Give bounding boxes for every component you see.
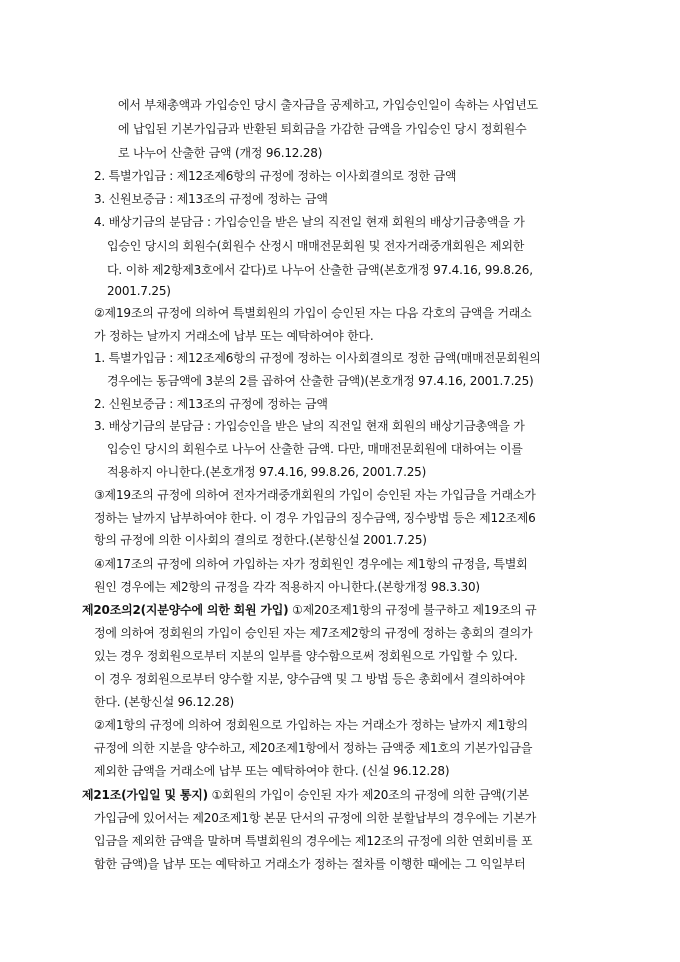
text-line: 원인 경우에는 제2항의 규정을 각각 적용하지 아니한다.(본항개정 98.3.30) [94,580,480,594]
text-line: 입승인 당시의 회원수로 나누어 산출한 금액. 다만, 매매전문회원에 대하여는 이를 [107,442,523,456]
text-line: 가입금에 있어서는 제20조제1항 본문 단서의 규정에 의한 분할납부의 경우에는 기본가 [94,811,537,825]
text-line: 4. 배상기금의 분담금 : 가입승인을 받은 날의 직전일 현재 회원의 배상기금총액을 가 [94,215,525,229]
text-line: 정하는 날까지 납부하여야 한다. 이 경우 가입금의 징수금액, 징수방법 등은 제12조제6 [94,511,536,525]
text-line: 경우에는 동금액에 3분의 2를 곱하여 산출한 금액)(본호개정 97.4.16, 2001.7.25) [107,374,534,388]
article-heading: 제21조(가입일 및 통지) [82,788,208,802]
article-20-2-first-line [82,602,537,618]
text-line: 2001.7.25) [107,284,171,298]
text-line: ②제19조의 규정에 의하여 특별회원의 가입이 승인된 자는 다음 각호의 금액을 거래소 [94,306,532,320]
text-line: 2. 특별가입금 : 제12조제6항의 규정에 정하는 이사회결의로 정한 금액 [94,169,457,183]
text-line: 함한 금액)을 납부 또는 예탁하고 거래소가 정하는 절차를 이행한 때에는 그 익일부터 [94,857,526,871]
text-line: 에서 부채총액과 가입승인 당시 출자금을 공제하고, 가입승인일이 속하는 사업년도 [118,98,538,112]
text-line: ①제20조제1항의 규정에 불구하고 제19조의 규 [292,603,537,617]
text-line: ④제17조의 규정에 의하여 가입하는 자가 정회원인 경우에는 제1항의 규정을, 특별회 [94,557,528,571]
text-line: 에 납입된 기본가입금과 반환된 퇴회금을 가감한 금액을 가입승인 당시 정회원수 [118,122,527,136]
text-line: 정에 의하여 정회원의 가입이 승인된 자는 제7조제2항의 규정에 정하는 총회의 결의가 [94,626,533,640]
text-line: 항의 규정에 의한 이사회의 결의로 정한다.(본항신설 2001.7.25) [94,533,427,547]
article-21-first-line [82,787,529,803]
text-line: 입승인 당시의 회원수(회원수 산정시 매매전문회원 및 전자거래중개회원은 제외한 [107,239,525,253]
text-line: 3. 배상기금의 분담금 : 가입승인을 받은 날의 직전일 현재 회원의 배상기금총액을 가 [94,419,525,433]
text-line: 한다. (본항신설 96.12.28) [94,695,234,709]
text-line: 1. 특별가입금 : 제12조제6항의 규정에 정하는 이사회결의로 정한 금액(매매전문회원의 [94,351,541,365]
text-line: 3. 신원보증금 : 제13조의 규정에 정하는 금액 [94,192,328,206]
text-line: 입금을 제외한 금액을 말하며 특별회원의 경우에는 제12조의 규정에 의한 연회비를 포 [94,834,533,848]
text-line: 규정에 의한 지분을 양수하고, 제20조제1항에서 정하는 금액중 제1호의 기본가입금을 [94,741,533,755]
text-line: 제외한 금액을 거래소에 납부 또는 예탁하여야 한다. (신설 96.12.28) [94,764,450,778]
text-line: 있는 경우 정회원으로부터 지분의 일부를 양수함으로써 정회원으로 가입할 수 있다. [94,649,518,663]
article-heading: 제20조의2(지분양수에 의한 회원 가입) [82,603,289,617]
text-line: 로 나누어 산출한 금액 (개정 96.12.28) [118,146,323,160]
text-line: 2. 신원보증금 : 제13조의 규정에 정하는 금액 [94,397,328,411]
text-line: 이 경우 정회원으로부터 양수할 지분, 양수금액 및 그 방법 등은 총회에서 결의하여야 [94,672,525,686]
text-line: ①회원의 가입이 승인된 자가 제20조의 규정에 의한 금액(기본 [211,788,529,802]
text-line: ③제19조의 규정에 의하여 전자거래중개회원의 가입이 승인된 자는 가입금을 거래소가 [94,488,536,502]
text-line: 가 정하는 날까지 거래소에 납부 또는 예탁하여야 한다. [94,329,374,343]
text-line: 적용하지 아니한다.(본호개정 97.4.16, 99.8.26, 2001.7.25) [107,465,427,479]
text-line: 다. 이하 제2항제3호에서 같다)로 나누어 산출한 금액(본호개정 97.4.16, 99.8.26, [107,263,533,277]
text-line: ②제1항의 규정에 의하여 정회원으로 가입하는 자는 거래소가 정하는 날까지 제1항의 [94,718,528,732]
